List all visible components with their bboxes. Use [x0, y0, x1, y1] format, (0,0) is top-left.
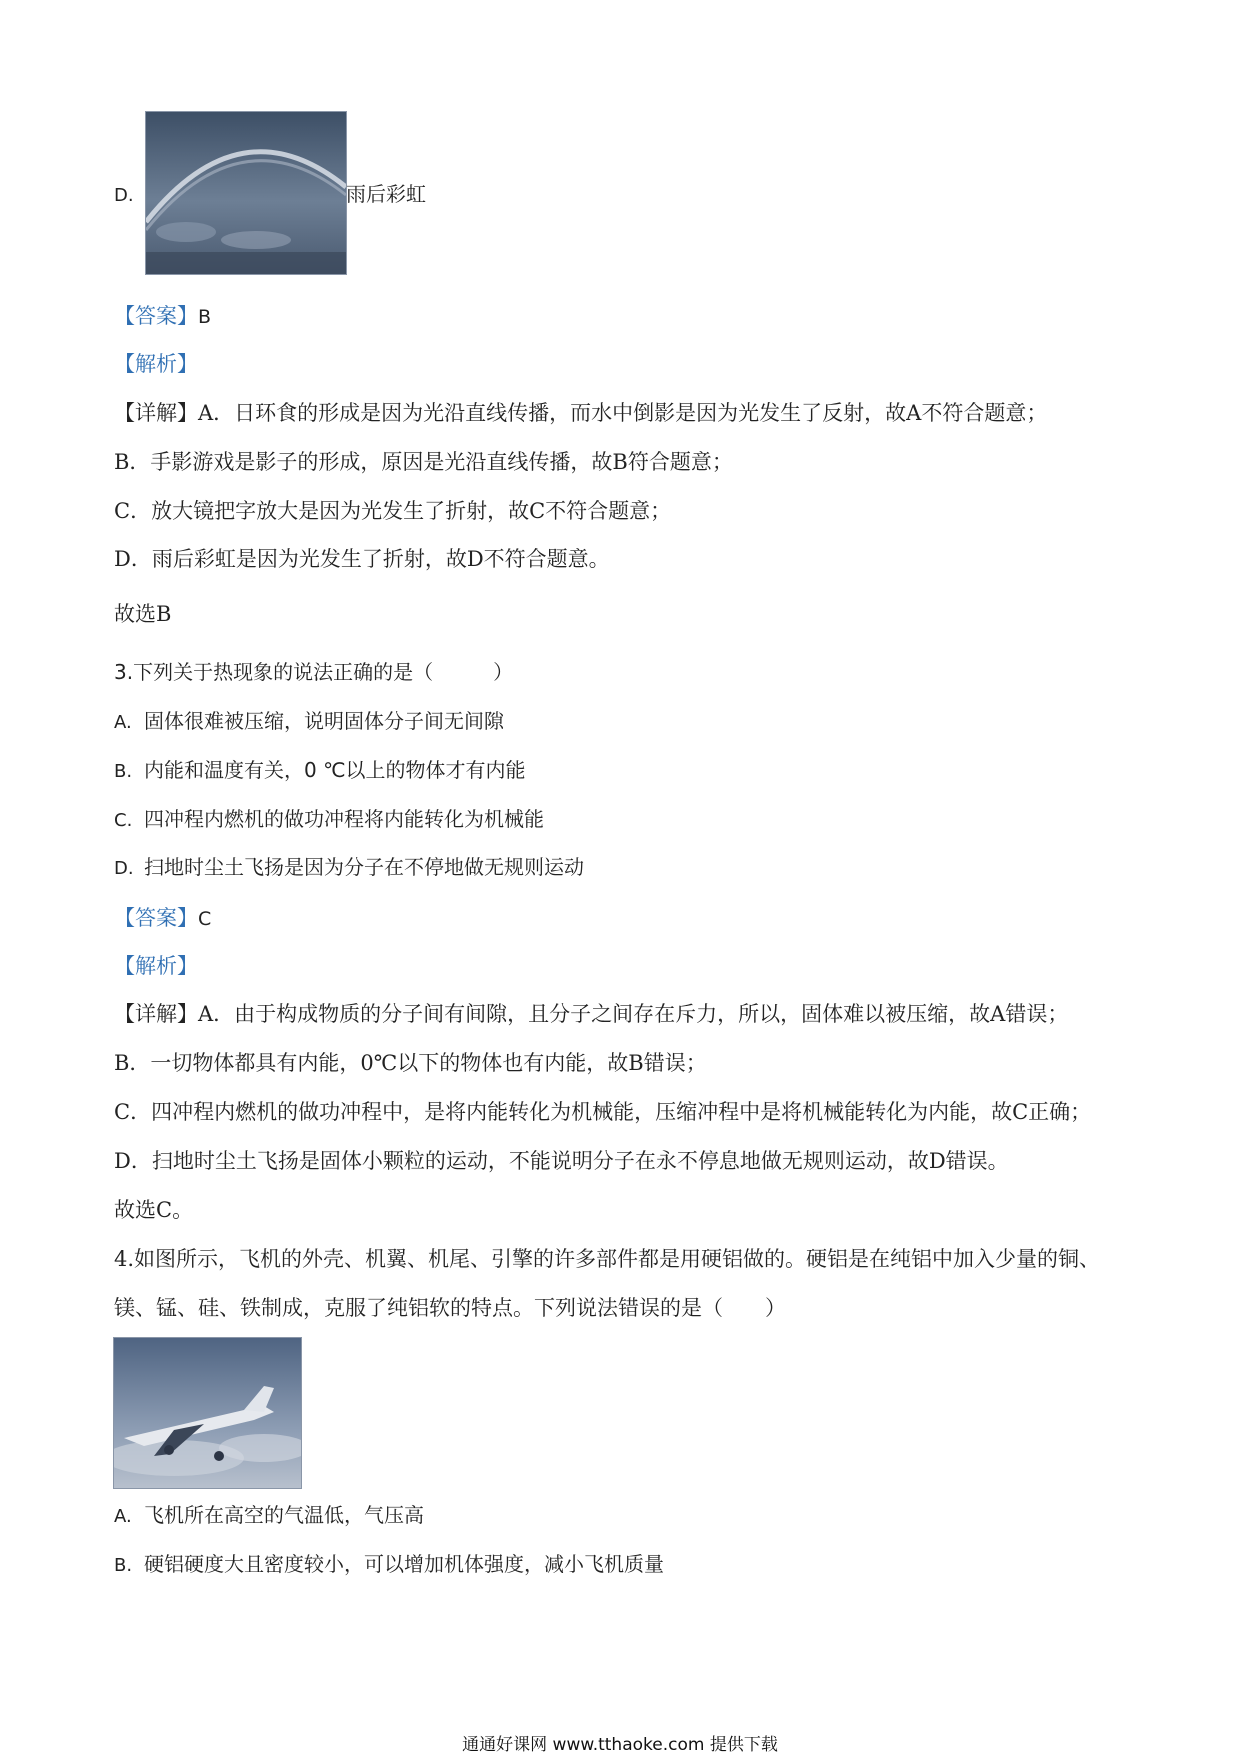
detail-q3-conclusion: 故选C。	[114, 1198, 194, 1222]
detail-q3-line-2: B．一切物体都具有内能，0℃以下的物体也有内能，故B错误；	[114, 1051, 707, 1075]
detail-q2-line-2: B．手影游戏是影子的形成，原因是光沿直线传播，故B符合题意；	[114, 450, 733, 474]
detail-q2-line-1	[114, 399, 1047, 427]
analysis-tag: 【解析】	[114, 352, 198, 376]
option-text: 内能和温度有关，0 ℃以上的物体才有内能	[144, 758, 526, 782]
option-label: D.	[114, 185, 134, 206]
option-text: 四冲程内燃机的做功冲程将内能转化为机械能	[144, 807, 544, 831]
q3-option-c	[114, 805, 544, 835]
option-label: A.	[114, 1506, 132, 1527]
option-label: B.	[114, 761, 133, 782]
option-d-row	[114, 180, 144, 210]
detail-q2-line-3: C．放大镜把字放大是因为光发生了折射，故C不符合题意；	[114, 499, 672, 523]
detail-tag: 【详解】	[114, 401, 198, 425]
detail-tag: 【详解】	[114, 1002, 198, 1026]
answer-value: B	[198, 306, 212, 328]
detail-q2-conclusion: 故选B	[114, 602, 172, 626]
q3-stem: 3.下列关于热现象的说法正确的是（ ）	[114, 660, 514, 684]
q3-option-d	[114, 853, 584, 883]
page-footer: 通通好课网 www.tthaoke.com 提供下载	[462, 1735, 778, 1755]
analysis-tag: 【解析】	[114, 954, 198, 978]
detail-text: A．由于构成物质的分子间有间隙，且分子之间存在斥力，所以，固体难以被压缩，故A错误；	[198, 1002, 1069, 1026]
q4-option-b	[114, 1550, 664, 1580]
analysis-q2	[114, 350, 198, 378]
detail-q3-line-3: C．四冲程内燃机的做功冲程中，是将内能转化为机械能，压缩冲程中是将机械能转化为内能，故C正确；	[114, 1100, 1092, 1124]
answer-q2	[114, 302, 211, 331]
detail-q2-line-4: D．雨后彩虹是因为光发生了折射，故D不符合题意。	[114, 547, 610, 571]
answer-value: C	[198, 908, 212, 930]
q4-option-a	[114, 1501, 424, 1531]
detail-text: A．日环食的形成是因为光沿直线传播，而水中倒影是因为光发生了反射，故A不符合题意；	[198, 401, 1048, 425]
option-text: 扫地时尘土飞扬是因为分子在不停地做无规则运动	[144, 855, 584, 879]
option-d-text: 雨后彩虹	[346, 182, 426, 206]
option-label: A.	[114, 712, 132, 733]
q4-stem-line-2: 镁、锰、硅、铁制成，克服了纯铝软的特点。下列说法错误的是（ ）	[114, 1296, 786, 1320]
airplane-photo-icon	[113, 1337, 302, 1489]
analysis-q3	[114, 952, 198, 980]
detail-q3-line-4: D．扫地时尘土飞扬是固体小颗粒的运动，不能说明分子在永不停息地做无规则运动，故D错误。	[114, 1149, 1009, 1173]
option-label: D.	[114, 858, 134, 879]
answer-tag: 【答案】	[114, 304, 198, 328]
answer-tag: 【答案】	[114, 906, 198, 930]
rainbow-photo-icon	[145, 111, 347, 275]
option-text: 硬铝硬度大且密度较小，可以增加机体强度，减小飞机质量	[144, 1552, 664, 1576]
detail-q3-line-1	[114, 1000, 1068, 1028]
option-label: B.	[114, 1555, 133, 1576]
q4-stem-line-1: 4.如图所示，飞机的外壳、机翼、机尾、引擎的许多部件都是用硬铝做的。硬铝是在纯铝中加入少量的铜、	[114, 1247, 1101, 1271]
option-label: C.	[114, 810, 133, 831]
q3-option-a	[114, 707, 504, 737]
answer-q3	[114, 904, 211, 933]
option-text: 固体很难被压缩，说明固体分子间无间隙	[144, 709, 504, 733]
q3-option-b	[114, 756, 526, 786]
option-text: 飞机所在高空的气温低，气压高	[144, 1503, 424, 1527]
